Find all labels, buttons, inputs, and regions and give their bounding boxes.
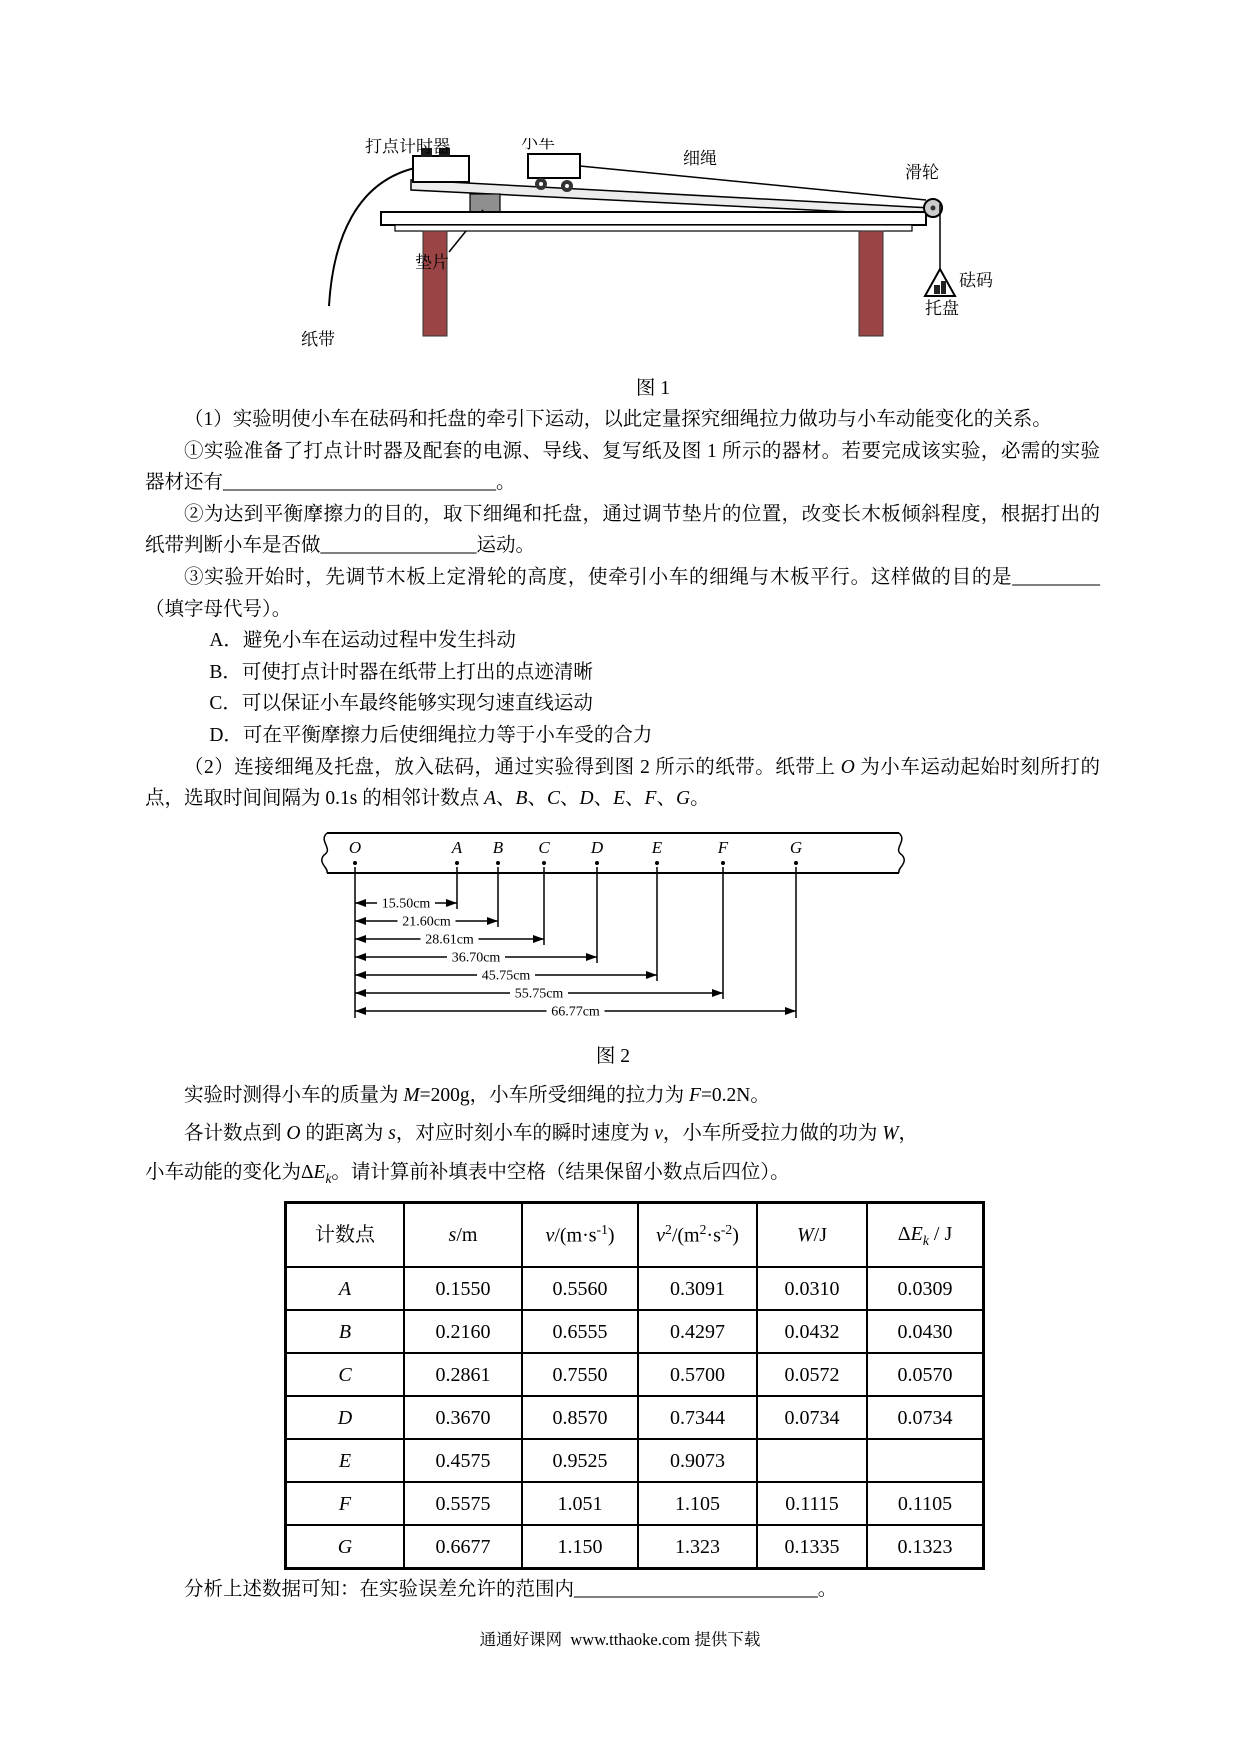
point-label: C [538, 837, 550, 857]
point-dot [496, 861, 500, 865]
table-header-row [286, 1203, 984, 1268]
cell-v2: 1.105 [638, 1482, 757, 1525]
point-dot [353, 861, 357, 865]
point-dot [655, 861, 659, 865]
arrowhead [355, 971, 366, 979]
point-dot [595, 861, 599, 865]
paragraph-definitions: 各计数点到 O 的距离为 s，对应时刻小车的瞬时速度为 v，小车所受拉力做的功为 W， [184, 1123, 919, 1145]
option-c: C．可以保证小车最终能够实现匀速直线运动 [209, 693, 593, 715]
table-row [286, 1525, 984, 1569]
arrowhead [355, 1007, 366, 1015]
closing-analysis-line: 分析上述数据可知：在实验误差允许的范围内_________________________。 [184, 1579, 838, 1601]
option-d: D．可在平衡摩擦力后使细绳拉力等于小车受的合力 [209, 724, 653, 746]
cell-dek: 0.0430 [867, 1310, 984, 1353]
table-row [286, 1310, 984, 1353]
cart-body [528, 154, 580, 178]
cell-dek: 0.1323 [867, 1525, 984, 1569]
figure-1-drawing [283, 138, 1023, 360]
arrowhead [785, 1007, 796, 1015]
cell-s: 0.6677 [404, 1525, 522, 1569]
arrowhead [487, 917, 498, 925]
tabletop [381, 212, 926, 225]
cell-w: 0.0572 [757, 1353, 867, 1396]
option-a: A．避免小车在运动过程中发生抖动 [209, 630, 516, 652]
measurement-table [284, 1201, 985, 1570]
cell-v2: 0.3091 [638, 1267, 757, 1310]
cell-s: 0.2861 [404, 1353, 522, 1396]
arrowhead [355, 935, 366, 943]
arrowhead [712, 989, 723, 997]
distance-label: 36.70cm [451, 950, 501, 966]
arrowhead [646, 971, 657, 979]
cell-v: 1.150 [522, 1525, 638, 1569]
cell-point: F [286, 1482, 405, 1525]
option-b: B．可使打点计时器在纸带上打出的点迹清晰 [209, 661, 593, 683]
distance-label: 15.50cm [381, 896, 431, 912]
point-label: G [789, 837, 803, 857]
cart-wheel-hub [565, 184, 569, 188]
distance-label: 45.75cm [481, 968, 531, 984]
paragraph-experiment-goal: （1）实验明使小车在砝码和托盘的牵引下运动，以此定量探究细绳拉力做功与小车动能变化的关系。 [184, 409, 1052, 431]
cell-v: 0.5560 [522, 1267, 638, 1310]
footer-site-credit: 通通好课网 www.tthaoke.com 提供下载 [479, 1630, 761, 1650]
paragraph-fill-table: 小车动能的变化为$\Delta E_k$。请计算前补填表中空格（结果保留小数点后四位）。 [145, 1161, 790, 1186]
figure-1-apparatus [283, 138, 1023, 404]
distance-label: 66.77cm [551, 1004, 600, 1020]
cell-v: 0.8570 [522, 1396, 638, 1439]
cell-s: 0.1550 [404, 1267, 522, 1310]
cell-v: 0.7550 [522, 1353, 638, 1396]
paragraph-pulley-height: ③实验开始时，先调节木板上定滑轮的高度，使牵引小车的细绳与木板平行。这样做的目的是_________（填字母代号）。 [145, 567, 1100, 620]
cart-label: 小车 [521, 138, 555, 152]
cell-w: 0.0310 [757, 1267, 867, 1310]
table-row [286, 1439, 984, 1482]
cart-wheel-hub [539, 182, 543, 186]
tape-label: 纸带 [301, 330, 335, 349]
figure-2-tape [303, 823, 923, 1073]
cell-v: 0.6555 [522, 1310, 638, 1353]
pulley-axle [931, 206, 936, 211]
cell-v2: 0.7344 [638, 1396, 757, 1439]
cell-v: 1.051 [522, 1482, 638, 1525]
cell-dek: 0.0734 [867, 1396, 984, 1439]
point-dot [794, 861, 798, 865]
cell-v2: 0.5700 [638, 1353, 757, 1396]
cell-w: 0.1115 [757, 1482, 867, 1525]
col-header-dek: $\Delta E_k$ / J [867, 1203, 984, 1268]
cell-point: A [286, 1267, 405, 1310]
cell-point: B [286, 1310, 405, 1353]
cell-v2: 1.323 [638, 1525, 757, 1569]
paper-tape-curve [329, 168, 415, 306]
point-dot [721, 861, 725, 865]
table-leg-left [423, 231, 447, 336]
point-label: B [492, 837, 504, 857]
cell-w: 0.1335 [757, 1525, 867, 1569]
cell-dek: 0.0570 [867, 1353, 984, 1396]
arrowhead [355, 917, 366, 925]
point-dot [455, 861, 459, 865]
col-header-w: W/J [757, 1203, 867, 1268]
cell-point: G [286, 1525, 405, 1569]
point-label: E [651, 837, 663, 857]
paragraph-mass-force: 实验时测得小车的质量为 M=200g，小车所受细绳的拉力为 F=0.2N。 [184, 1084, 770, 1106]
distance-label: 21.60cm [402, 914, 451, 930]
shim-block [470, 194, 500, 212]
cell-dek: 0.1105 [867, 1482, 984, 1525]
cell-s: 0.3670 [404, 1396, 522, 1439]
point-label: F [717, 837, 729, 857]
timer-label: 打点计时器 [365, 138, 450, 156]
figure-2-drawing [303, 823, 923, 1029]
col-header-v2: $v^2/(m^2\cdot s^{-2})$ [638, 1203, 757, 1268]
cell-w: 0.0734 [757, 1396, 867, 1439]
distance-label: 28.61cm [425, 932, 474, 948]
paragraph-friction-balance: ②为达到平衡摩擦力的目的，取下细绳和托盘，通过调节垫片的位置，改变长木板倾斜程度，根据打出的纸带判断小车是否做________________运动。 [145, 503, 1100, 557]
col-header-v: $v/(m\cdot s^{-1})$ [522, 1203, 638, 1268]
cell-s: 0.5575 [404, 1482, 522, 1525]
weight-block [934, 285, 940, 294]
cell-dek-blank [867, 1439, 984, 1482]
pulley-label: 滑轮 [905, 163, 939, 182]
arrowhead [355, 899, 366, 907]
cell-point: D [286, 1396, 405, 1439]
cell-w-blank [757, 1439, 867, 1482]
cell-s: 0.2160 [404, 1310, 522, 1353]
figure-2-caption: 图 2 [595, 1046, 631, 1068]
cell-v2: 0.9073 [638, 1439, 757, 1482]
table-row [286, 1396, 984, 1439]
shim-label: 垫片 [415, 253, 449, 272]
arrowhead [355, 989, 366, 997]
weights-label: 砝码 [959, 271, 993, 290]
paragraph-tape-intro: （2）连接细绳及托盘，放入砝码，通过实验得到图 2 所示的纸带。纸带上 O 为小车运动起始时刻所打的点，选取时间间隔为 0.1s 的相邻计数点 A、B、C、D、E、F、G。 [145, 756, 1100, 810]
timer-body [413, 156, 469, 182]
tape-torn-edge-right [899, 833, 905, 873]
arrowhead [586, 953, 597, 961]
col-header-point: 计数点 [286, 1203, 405, 1268]
tape-torn-edge-left [322, 833, 328, 873]
point-label: A [451, 837, 463, 857]
cell-v2: 0.4297 [638, 1310, 757, 1353]
col-header-s: s/m [404, 1203, 522, 1268]
cell-s: 0.4575 [404, 1439, 522, 1482]
table-leg-right [859, 231, 883, 336]
figure-1-caption: 图 1 [635, 377, 671, 399]
tray-label: 托盘 [925, 299, 959, 318]
cell-w: 0.0432 [757, 1310, 867, 1353]
arrowhead [533, 935, 544, 943]
tabletop-lip [395, 225, 912, 231]
weight-block [941, 281, 946, 294]
paragraph-materials-blank: ①实验准备了打点计时器及配套的电源、导线、复写纸及图 1 所示的器材。若要完成该实验，必需的实验器材还有____________________________。 [145, 440, 1100, 494]
arrowhead [355, 953, 366, 961]
point-label: O [348, 837, 362, 857]
distance-label: 55.75cm [514, 986, 564, 1002]
cell-v: 0.9525 [522, 1439, 638, 1482]
table-row [286, 1353, 984, 1396]
string-label: 细绳 [683, 149, 717, 168]
arrowhead [446, 899, 457, 907]
point-dot [542, 861, 546, 865]
table-row [286, 1482, 984, 1525]
table-row [286, 1267, 984, 1310]
cell-point: C [286, 1353, 405, 1396]
point-label: D [590, 837, 604, 857]
cell-point: E [286, 1439, 405, 1482]
cell-dek: 0.0309 [867, 1267, 984, 1310]
